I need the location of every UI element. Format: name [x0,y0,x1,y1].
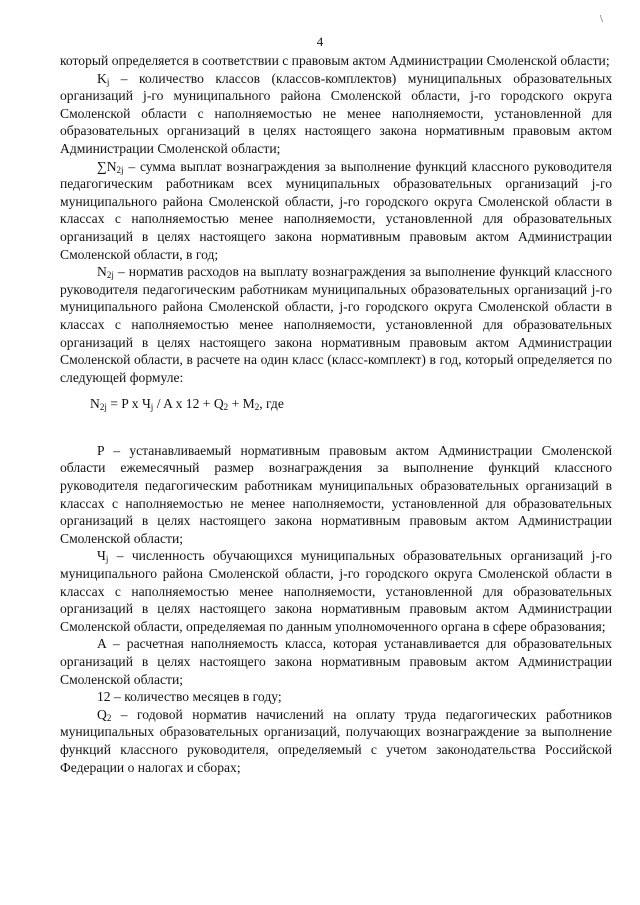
n-definition-text: – норматив расходов на выплату вознаграждения за выполнение функций классного руководителя педагогическим работникам муниципальных образовательных организаций j-го муниципального района Смоленской области, j-го городского округа Смоленской области в классах с наполняемостью менее наполняемости, установленной для образовательных организаций в целях настоящего закона нормативным правовым актом Администрации Смоленской области, в расчете на один класс (класс-комплект) в год, который определяется по следующей формуле: [60,264,612,385]
formula-part-2-subscript: 2 [223,402,229,413]
symbol-n-subscript: 2j [106,270,114,281]
symbol-n: N [97,264,107,280]
symbol-sum-n-subscript: 2j [116,164,124,175]
formula-lhs-subscript: 2j [99,402,107,413]
symbol-k: K [97,70,107,86]
formula-part-3-subscript: 2 [254,402,260,413]
symbol-q-subscript: 2 [106,712,112,723]
formula-tail: , где [259,396,284,412]
symbol-ch-subscript: j [105,554,109,565]
symbol-q: Q [97,706,107,722]
document-body [60,52,612,776]
q-definition-text: – годовой норматив начислений на оплату труда педагогических работников муниципальных образовательных организаций, получающих вознаграждение за выполнение функций классного руководителя, определяемый с учетом законодательства Российской Федерации о налогах и сборах; [60,706,612,775]
paragraph-p-definition: P – устанавливаемый нормативным правовым актом Администрации Смоленской области ежемесячный размер вознаграждения за выполнение функций классного руководителя педагогическим работникам муниципальных образовательных организаций в классах с наполняемостью не менее наполняемости, установленной для образовательных организаций в целях настоящего закона нормативным правовым актом Администрации Смоленской области; [60,442,612,546]
paragraph-a-definition: A – расчетная наполняемость класса, которая устанавливается для образовательных организаций в целях настоящего закона нормативным правовым актом Администрации Смоленской области; [60,636,612,687]
formula-lhs: N [90,396,100,412]
page-number: 4 [316,34,324,49]
paragraph-12-definition: 12 – количество месяцев в году; [97,689,282,705]
k-definition-text: – количество классов (классов-комплектов) муниципальных образовательных организаций j-го муниципального района Смоленской области, j-го городского округа Смоленской области с наполняемостью не менее наполняемости, установленной для образовательных организаций в целях настоящего закона нормативным правовым актом Администрации Смоленской области; [60,70,612,156]
formula-part-3: + M [228,396,255,412]
symbol-k-subscript: j [106,76,110,87]
paragraph-continuation: который определяется в соответствии с правовым актом Администрации Смоленской области; [60,53,610,68]
paragraph-k-definition [60,70,612,158]
formula [60,395,612,413]
ch-definition-text: – численность обучающихся муниципальных образовательных организаций j-го муниципального района Смоленской области, j-го городского округа Смоленской области в классах с наполняемостью менее наполняемости, установленной для образовательных организаций в целях настоящего закона нормативным правовым актом Администрации Смоленской области, определяемая по данным уполномоченного органа в сфере образования; [60,548,612,634]
formula-part-1: = P x Ч [106,396,151,412]
paragraph-sum-n-definition [60,158,612,264]
formula-part-2: / A x 12 + Q [153,396,224,412]
sum-n-definition-text: – сумма выплат вознаграждения за выполнение функций классного руководителя педагогическим работникам всех муниципальных образовательных организаций j-го муниципального района Смоленской области, j-го городского округа Смоленской области в классах с наполняемостью менее наполняемости, установленной для образовательных организаций в целях настоящего закона нормативным правовым актом Администрации Смоленской области, в год; [60,158,612,262]
paragraph-q-definition [60,706,612,776]
symbol-sum-n: ∑N [97,158,117,174]
paragraph-n-definition [60,263,612,386]
paragraph-ch-definition [60,547,612,635]
formula-part-1-subscript: j [150,402,154,413]
corner-mark: \ [600,14,603,25]
symbol-ch: Ч [97,548,106,564]
